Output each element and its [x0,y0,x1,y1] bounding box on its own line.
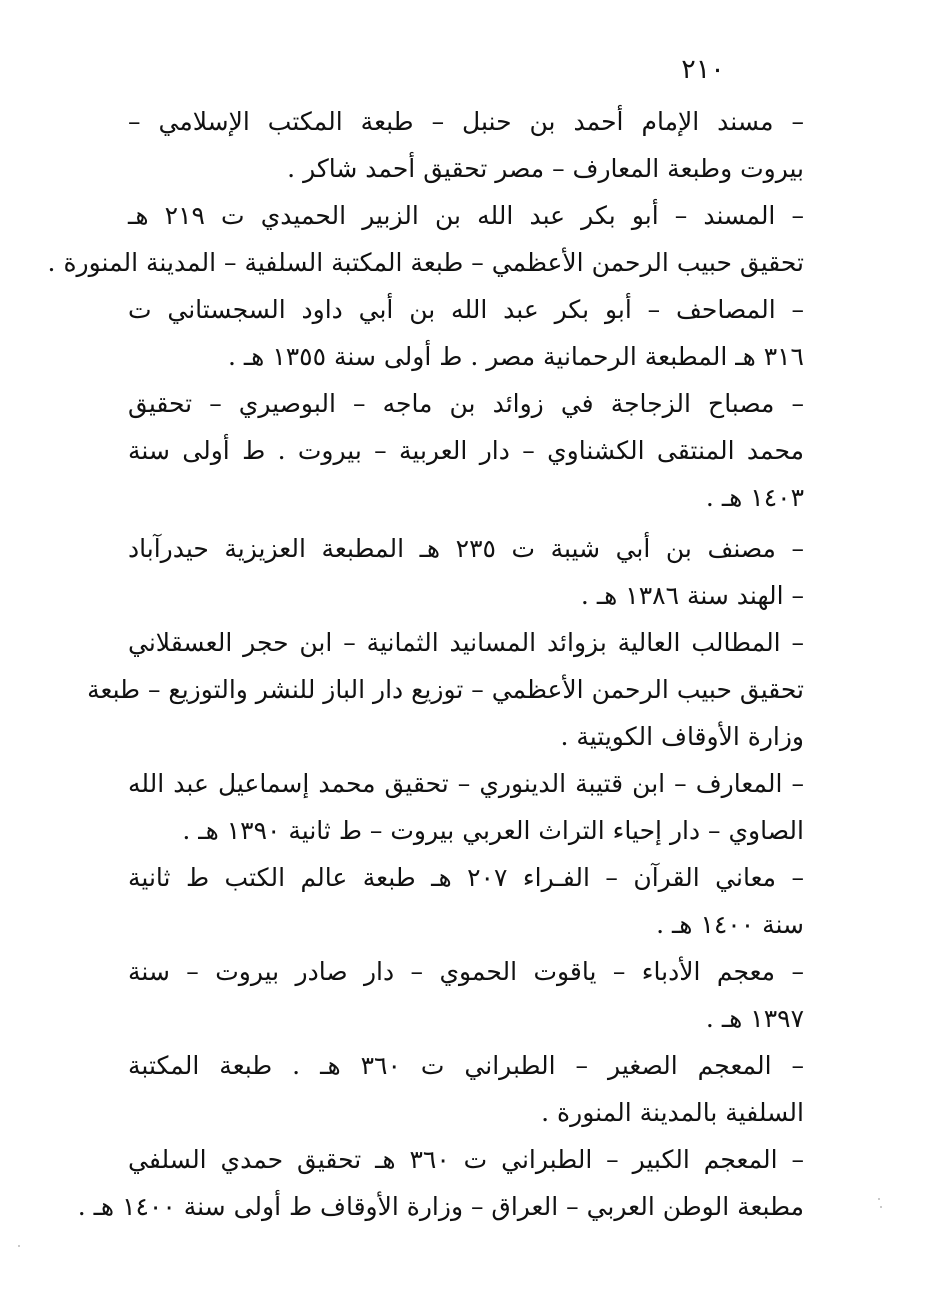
bibliography-line: – المصاحف – أبو بكر عبد الله بن أبي داود السجستاني ت [128,295,804,324]
bibliography-line: تحقيق حبيب الرحمن الأعظمي – طبعة المكتبة السلفية – المدينة المنورة . [47,248,804,277]
page-number: ٢١٠ [681,54,725,85]
bibliography-line: – معجم الأدباء – ياقوت الحموي – دار صادر بيروت – سنة [128,957,804,986]
bibliography-line: بيروت وطبعة المعارف – مصر تحقيق أحمد شاكر . [287,154,804,183]
bibliography-line: ١٤٠٣ هـ . [705,483,804,512]
bibliography-line: – المطالب العالية بزوائد المسانيد الثمانية – ابن حجر العسقلاني [128,628,804,657]
bibliography-line: السلفية بالمدينة المنورة . [541,1098,804,1127]
bibliography-line: ١٣٩٧ هـ . [705,1004,804,1033]
bibliography-line: الصاوي – دار إحياء التراث العربي بيروت – ط ثانية ١٣٩٠ هـ . [182,816,804,845]
bibliography-list [47,98,805,1230]
bibliography-line: – مصباح الزجاجة في زوائد بن ماجه – البوصيري – تحقيق [128,389,804,418]
bibliography-line: – معاني القرآن – الفـراء ٢٠٧ هـ طبعة عالم الكتب ط ثانية [128,863,804,892]
bibliography-line: – المسند – أبو بكر عبد الله بن الزبير الحميدي ت ٢١٩ هـ [128,201,804,230]
bibliography-line: – مصنف بن أبي شيبة ت ٢٣٥ هـ المطبعة العزيزية حيدرآباد [128,534,804,563]
scan-speck [18,1245,20,1247]
bibliography-line: سنة ١٤٠٠ هـ . [656,910,804,939]
bibliography-line: تحقيق حبيب الرحمن الأعظمي – توزيع دار الباز للنشر والتوزيع – طبعة [87,675,804,704]
bibliography-line: – المعارف – ابن قتيبة الدينوري – تحقيق محمد إسماعيل عبد الله [128,769,804,798]
bibliography-line: ٣١٦ هـ المطبعة الرحمانية مصر . ط أولى سنة ١٣٥٥ هـ . [227,342,804,371]
bibliography-line: – الهند سنة ١٣٨٦ هـ . [580,581,804,610]
scan-speck [880,1206,882,1208]
scan-speck [878,1198,880,1200]
bibliography-line: محمد المنتقى الكشناوي – دار العربية – بيروت . ط أولى سنة [128,436,804,465]
bibliography-line: – مسند الإمام أحمد بن حنبل – طبعة المكتب الإسلامي – [128,107,804,136]
bibliography-line: مطبعة الوطن العربي – العراق – وزارة الأوقاف ط أولى سنة ١٤٠٠ هـ . [77,1192,804,1221]
bibliography-line: – المعجم الصغير – الطبراني ت ٣٦٠ هـ . طبعة المكتبة [128,1051,805,1080]
bibliography-line: وزارة الأوقاف الكويتية . [560,722,804,751]
bibliography-line: – المعجم الكبير – الطبراني ت ٣٦٠ هـ تحقيق حمدي السلفي [128,1145,804,1174]
